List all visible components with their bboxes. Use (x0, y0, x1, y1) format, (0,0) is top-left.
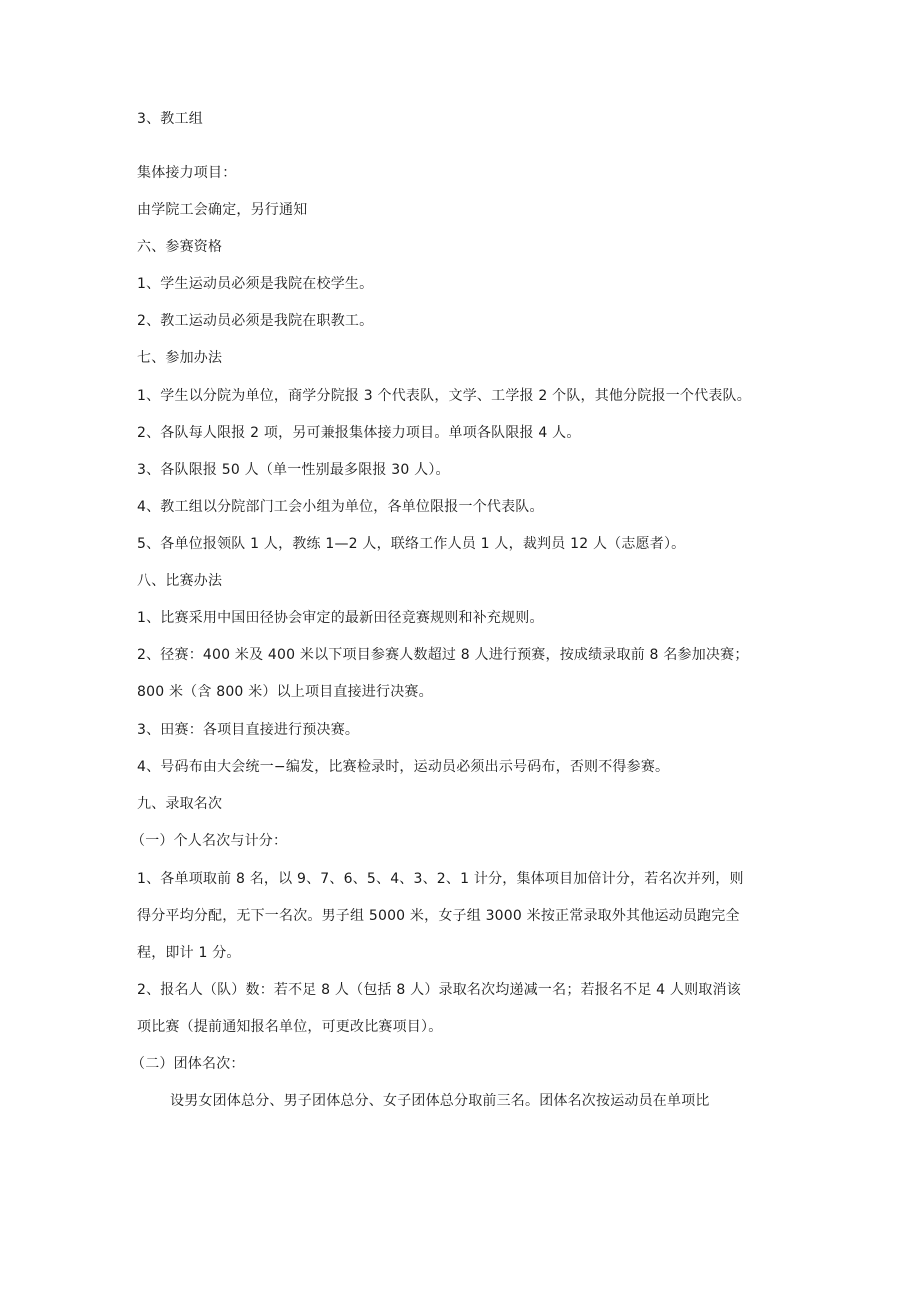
section-item-staff-group: 3、教工组 (137, 111, 203, 127)
rules-item-4: 4、号码布由大会统一−编发，比赛检录时，运动员必须出示号码布，否则不得参赛。 (137, 759, 670, 775)
ranking-item-2: 2、报名人（队）数：若不足 8 人（包括 8 人）录取名次均递减一名；若报名不足 4 人则取消该 (137, 982, 741, 998)
participation-item-5: 5、各单位报领队 1 人，教练 1—2 人，联络工作人员 1 人，裁判员 12 人（志愿者）。 (137, 536, 686, 552)
rules-item-2-continued: 800 米（含 800 米）以上项目直接进行决赛。 (137, 684, 433, 700)
rules-item-3: 3、田赛：各项目直接进行预决赛。 (137, 722, 360, 738)
section-heading-rankings: 九、录取名次 (137, 796, 223, 812)
eligibility-item-2: 2、教工运动员必须是我院在职教工。 (137, 313, 374, 329)
rules-item-2: 2、径赛：400 米及 400 米以下项目参赛人数超过 8 人进行预赛，按成绩录取前 8 名参加决赛； (137, 647, 749, 663)
subheading-individual-ranking: （一）个人名次与计分： (131, 833, 288, 849)
team-ranking-paragraph: 设男女团体总分、男子团体总分、女子团体总分取前三名。团体名次按运动员在单项比 (170, 1093, 710, 1109)
eligibility-item-1: 1、学生运动员必须是我院在校学生。 (137, 276, 374, 292)
ranking-item-2-continued: 项比赛（提前通知报名单位，可更改比赛项目）。 (137, 1019, 443, 1035)
participation-item-3: 3、各队限报 50 人（单一性别最多限报 30 人）。 (137, 462, 450, 478)
ranking-item-1-continued: 得分平均分配，无下一名次。男子组 5000 米，女子组 3000 米按正常录取外其他运动员跑完全 (137, 908, 740, 924)
participation-item-4: 4、教工组以分院部门工会小组为单位，各单位限报一个代表队。 (137, 499, 544, 515)
subheading-team-ranking: （二）团体名次： (131, 1056, 245, 1072)
ranking-item-1: 1、各单项取前 8 名，以 9、7、6、5、4、3、2、1 计分，集体项目加倍计分，若名次并列，则 (137, 871, 744, 887)
section-heading-competition-rules: 八、比赛办法 (137, 573, 223, 589)
relay-heading: 集体接力项目： (137, 165, 237, 181)
participation-item-1: 1、学生以分院为单位，商学分院报 3 个代表队，文学、工学报 2 个队，其他分院报一个代表队。 (137, 388, 751, 404)
relay-note: 由学院工会确定，另行通知 (137, 202, 308, 218)
section-heading-eligibility: 六、参赛资格 (137, 239, 223, 255)
participation-item-2: 2、各队每人限报 2 项，另可兼报集体接力项目。单项各队限报 4 人。 (137, 425, 581, 441)
rules-item-1: 1、比赛采用中国田径协会审定的最新田径竞赛规则和补充规则。 (137, 610, 544, 626)
ranking-item-1-end: 程，即计 1 分。 (137, 945, 241, 961)
section-heading-participation: 七、参加办法 (137, 350, 223, 366)
